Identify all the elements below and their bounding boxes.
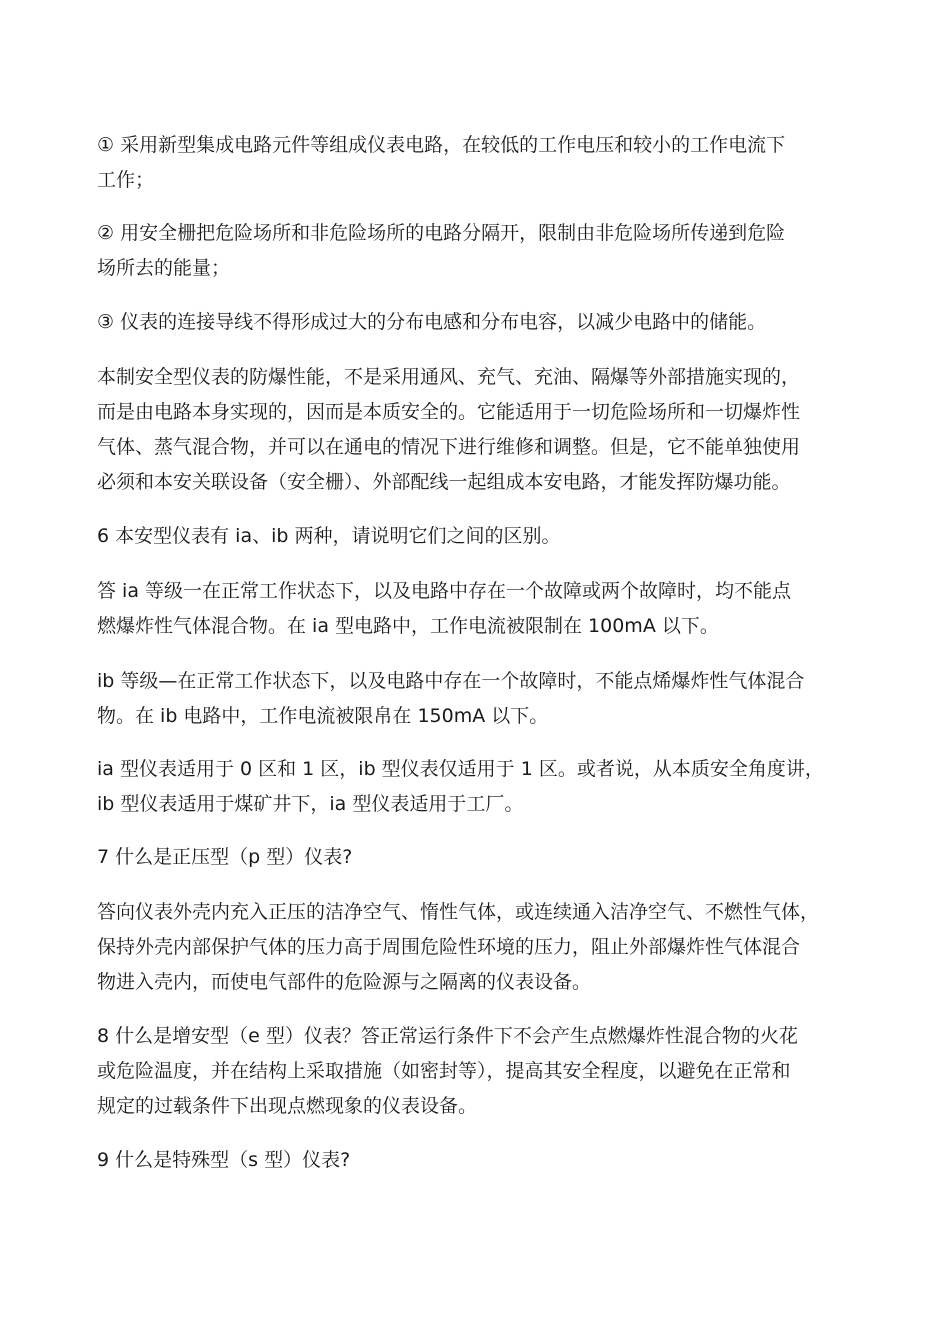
text-line: ib 等级—在正常工作状态下，以及电路中存在一个故障时，不能点烯爆炸性气体混合	[97, 670, 805, 692]
text-line: 9 什么是特殊型（s 型）仪表?	[97, 1149, 351, 1171]
text-line: 规定的过载条件下出现点燃现象的仪表设备。	[97, 1095, 478, 1117]
text-line: 或危险温度，并在结构上采取措施（如密封等），提高其安全程度，以避免在正常和	[97, 1060, 791, 1082]
text-line: ib 型仪表适用于煤矿井下，ia 型仪表适用于工厂。	[97, 793, 524, 815]
text-line: 6 本安型仪表有 ia、ib 两种，请说明它们之间的区别。	[97, 525, 561, 547]
answer-6-zones	[97, 752, 867, 822]
question-answer-8	[97, 1019, 867, 1124]
text-line: 工作；	[97, 169, 155, 191]
text-line: 答向仪表外壳内充入正压的洁净空气、惰性气体，或连续通入洁净空气、不燃性气体，	[97, 901, 820, 923]
text-line: 场所去的能量；	[97, 257, 231, 279]
paragraph-item-1	[97, 128, 867, 198]
text-line: 8 什么是增安型（e 型）仪表？答正常运行条件下不会产生点燃爆炸性混合物的火花	[97, 1025, 798, 1047]
answer-7	[97, 895, 867, 1000]
text-line: 而是由电路本身实现的，因而是本质安全的。它能适用于一切危险场所和一切爆炸性	[97, 401, 801, 423]
text-line: 气体、蒸气混合物，并可以在通电的情况下进行维修和调整。但是，它不能单独使用	[97, 436, 801, 458]
text-line: ③ 仪表的连接导线不得形成过大的分布电感和分布电容，以减少电路中的储能。	[97, 311, 767, 333]
text-line: 7 什么是正压型（p 型）仪表?	[97, 846, 353, 868]
paragraph-body	[97, 360, 867, 500]
text-line: 物进入壳内，而使电气部件的危险源与之隔离的仪表设备。	[97, 971, 592, 993]
text-line: ② 用安全栅把危险场所和非危险场所的电路分隔开，限制由非危险场所传递到危险	[97, 222, 786, 244]
text-line: 燃爆炸性气体混合物。在 ia 型电路中，工作电流被限制在 100mA 以下。	[97, 615, 719, 637]
text-line: 必须和本安关联设备（安全栅）、外部配线一起组成本安电路，才能发挥防爆功能。	[97, 471, 791, 493]
paragraph-item-3	[97, 305, 867, 340]
text-line: 保持外壳内部保护气体的压力高于周围危险性环境的压力，阻止外部爆炸性气体混合	[97, 936, 801, 958]
question-7	[97, 840, 867, 875]
answer-6-ib	[97, 664, 867, 734]
text-line: 答 ia 等级一在正常工作状态下，以及电路中存在一个故障或两个故障时，均不能点	[97, 580, 792, 602]
question-9	[97, 1143, 867, 1178]
text-line: 物。在 ib 电路中，工作电流被限帛在 150mA 以下。	[97, 705, 549, 727]
paragraph-item-2	[97, 216, 867, 286]
question-6	[97, 519, 867, 554]
text-line: 本制安全型仪表的防爆性能，不是采用通风、充气、充油、隔爆等外部措施实现的，	[97, 366, 801, 388]
text-line: ia 型仪表适用于 0 区和 1 区，ib 型仪表仅适用于 1 区。或者说，从本质安全角度讲，	[97, 758, 824, 780]
text-line: ① 采用新型集成电路元件等组成仪表电路，在较低的工作电压和较小的工作电流下	[97, 134, 786, 156]
answer-6-ia	[97, 574, 867, 644]
